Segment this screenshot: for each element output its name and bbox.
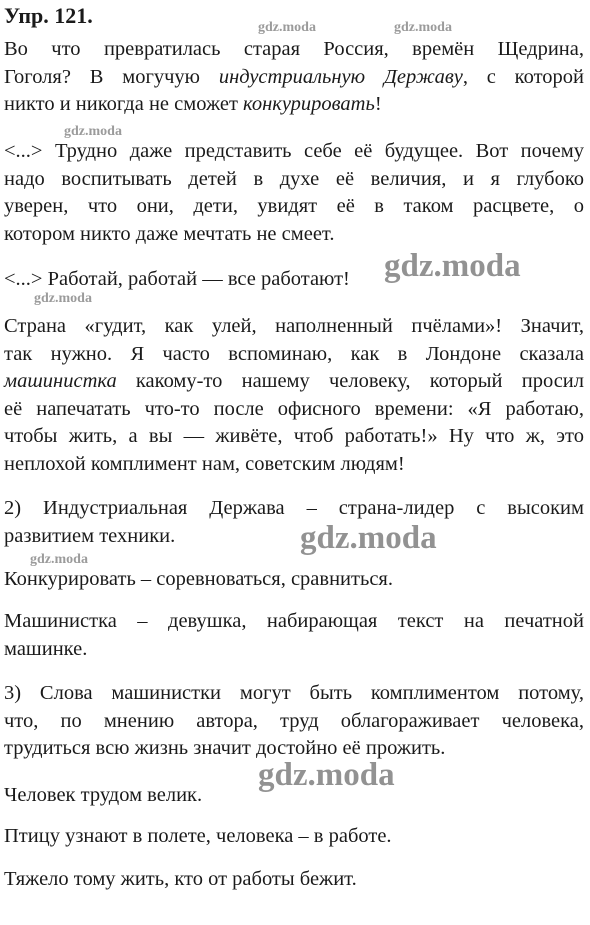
proverb-text: Птицу узнают в полете, человека – в работе.	[4, 825, 392, 847]
definition-line-1: Машинистка – девушка, набирающая текст на печатной	[4, 610, 584, 632]
paragraph-1-line-3: никто и никогда не сможет конкурировать!	[4, 93, 382, 115]
paragraph-4	[4, 313, 584, 478]
watermark: gdz.moda	[258, 757, 395, 793]
paragraph-4-line-4: её напечатать что-то после офисного времени: «Я работаю,	[4, 397, 584, 420]
paragraph-2	[4, 138, 584, 248]
answer-2-definition-2	[4, 608, 584, 663]
proverb-2	[4, 823, 584, 851]
paragraph-1	[4, 36, 584, 119]
proverb-text: Тяжело тому жить, кто от работы бежит.	[4, 868, 357, 890]
italic-term: конкурировать	[243, 93, 375, 115]
exercise-title: Упр. 121.	[4, 3, 93, 28]
answer-3-line-1: 3) Слова машинистки могут быть комплиментом потому,	[4, 682, 584, 704]
watermark: gdz.moda	[258, 20, 316, 35]
proverb-text: Человек трудом велик.	[4, 784, 203, 806]
paragraph-2-line-2: надо воспитывать детей в духе её величия, и я глубоко	[4, 167, 584, 190]
watermark: gdz.moda	[300, 520, 437, 556]
proverb-3	[4, 866, 584, 894]
italic-term: машинистка	[4, 370, 117, 392]
paragraph-4-line-1: Страна «гудит, как улей, наполненный пчёлами»! Значит,	[4, 315, 584, 337]
paragraph-2-line-4: котором никто даже мечтать не смеет.	[4, 222, 335, 245]
answer-3-line-2: что, по мнению автора, труд облагораживает человека,	[4, 709, 584, 732]
italic-term: индустриальную Державу	[218, 65, 463, 88]
paragraph-2-line-1: <...> Трудно даже представить себе её будущее. Вот почему	[4, 140, 584, 162]
paragraph-1-line-1: Во что превратилась старая Россия, времён Щедрина,	[4, 38, 584, 60]
answer-2-line-1: 2) Индустриальная Держава – страна-лидер с высоким	[4, 497, 584, 519]
watermark: gdz.moda	[394, 20, 452, 35]
paragraph-4-line-6: неплохой комплимент нам, советским людям!	[4, 452, 405, 475]
paragraph-3-line-1: <...> Работай, работай — все работают!	[4, 268, 350, 290]
watermark: gdz.moda	[34, 291, 92, 306]
answer-3	[4, 680, 584, 763]
definition-line-2: машинке.	[4, 637, 88, 660]
paragraph-4-line-2: так нужно. Я часто вспоминаю, как в Лондоне сказала	[4, 342, 584, 365]
definition-line: Конкурировать – соревноваться, сравниться.	[4, 568, 393, 590]
watermark: gdz.moda	[30, 552, 88, 567]
watermark: gdz.moda	[64, 124, 122, 139]
watermark: gdz.moda	[384, 248, 521, 284]
answer-2-line-2: развитием техники.	[4, 524, 176, 547]
paragraph-4-line-5: чтобы жить, а вы — живёте, чтоб работать!» Ну что ж, это	[4, 425, 584, 447]
answer-2-definition-1	[4, 566, 584, 594]
paragraph-1-line-2: Гоголя? В могучую индустриальную Державу, с которой	[4, 65, 584, 88]
answer-3-line-3: трудиться всю жизнь значит достойно её прожить.	[4, 737, 446, 759]
answer-2	[4, 495, 584, 550]
paragraph-2-line-3: уверен, что они, дети, увидят её в таком расцвете, о	[4, 195, 584, 217]
paragraph-4-line-3: машинистка какому-то нашему человеку, который просил	[4, 370, 584, 392]
